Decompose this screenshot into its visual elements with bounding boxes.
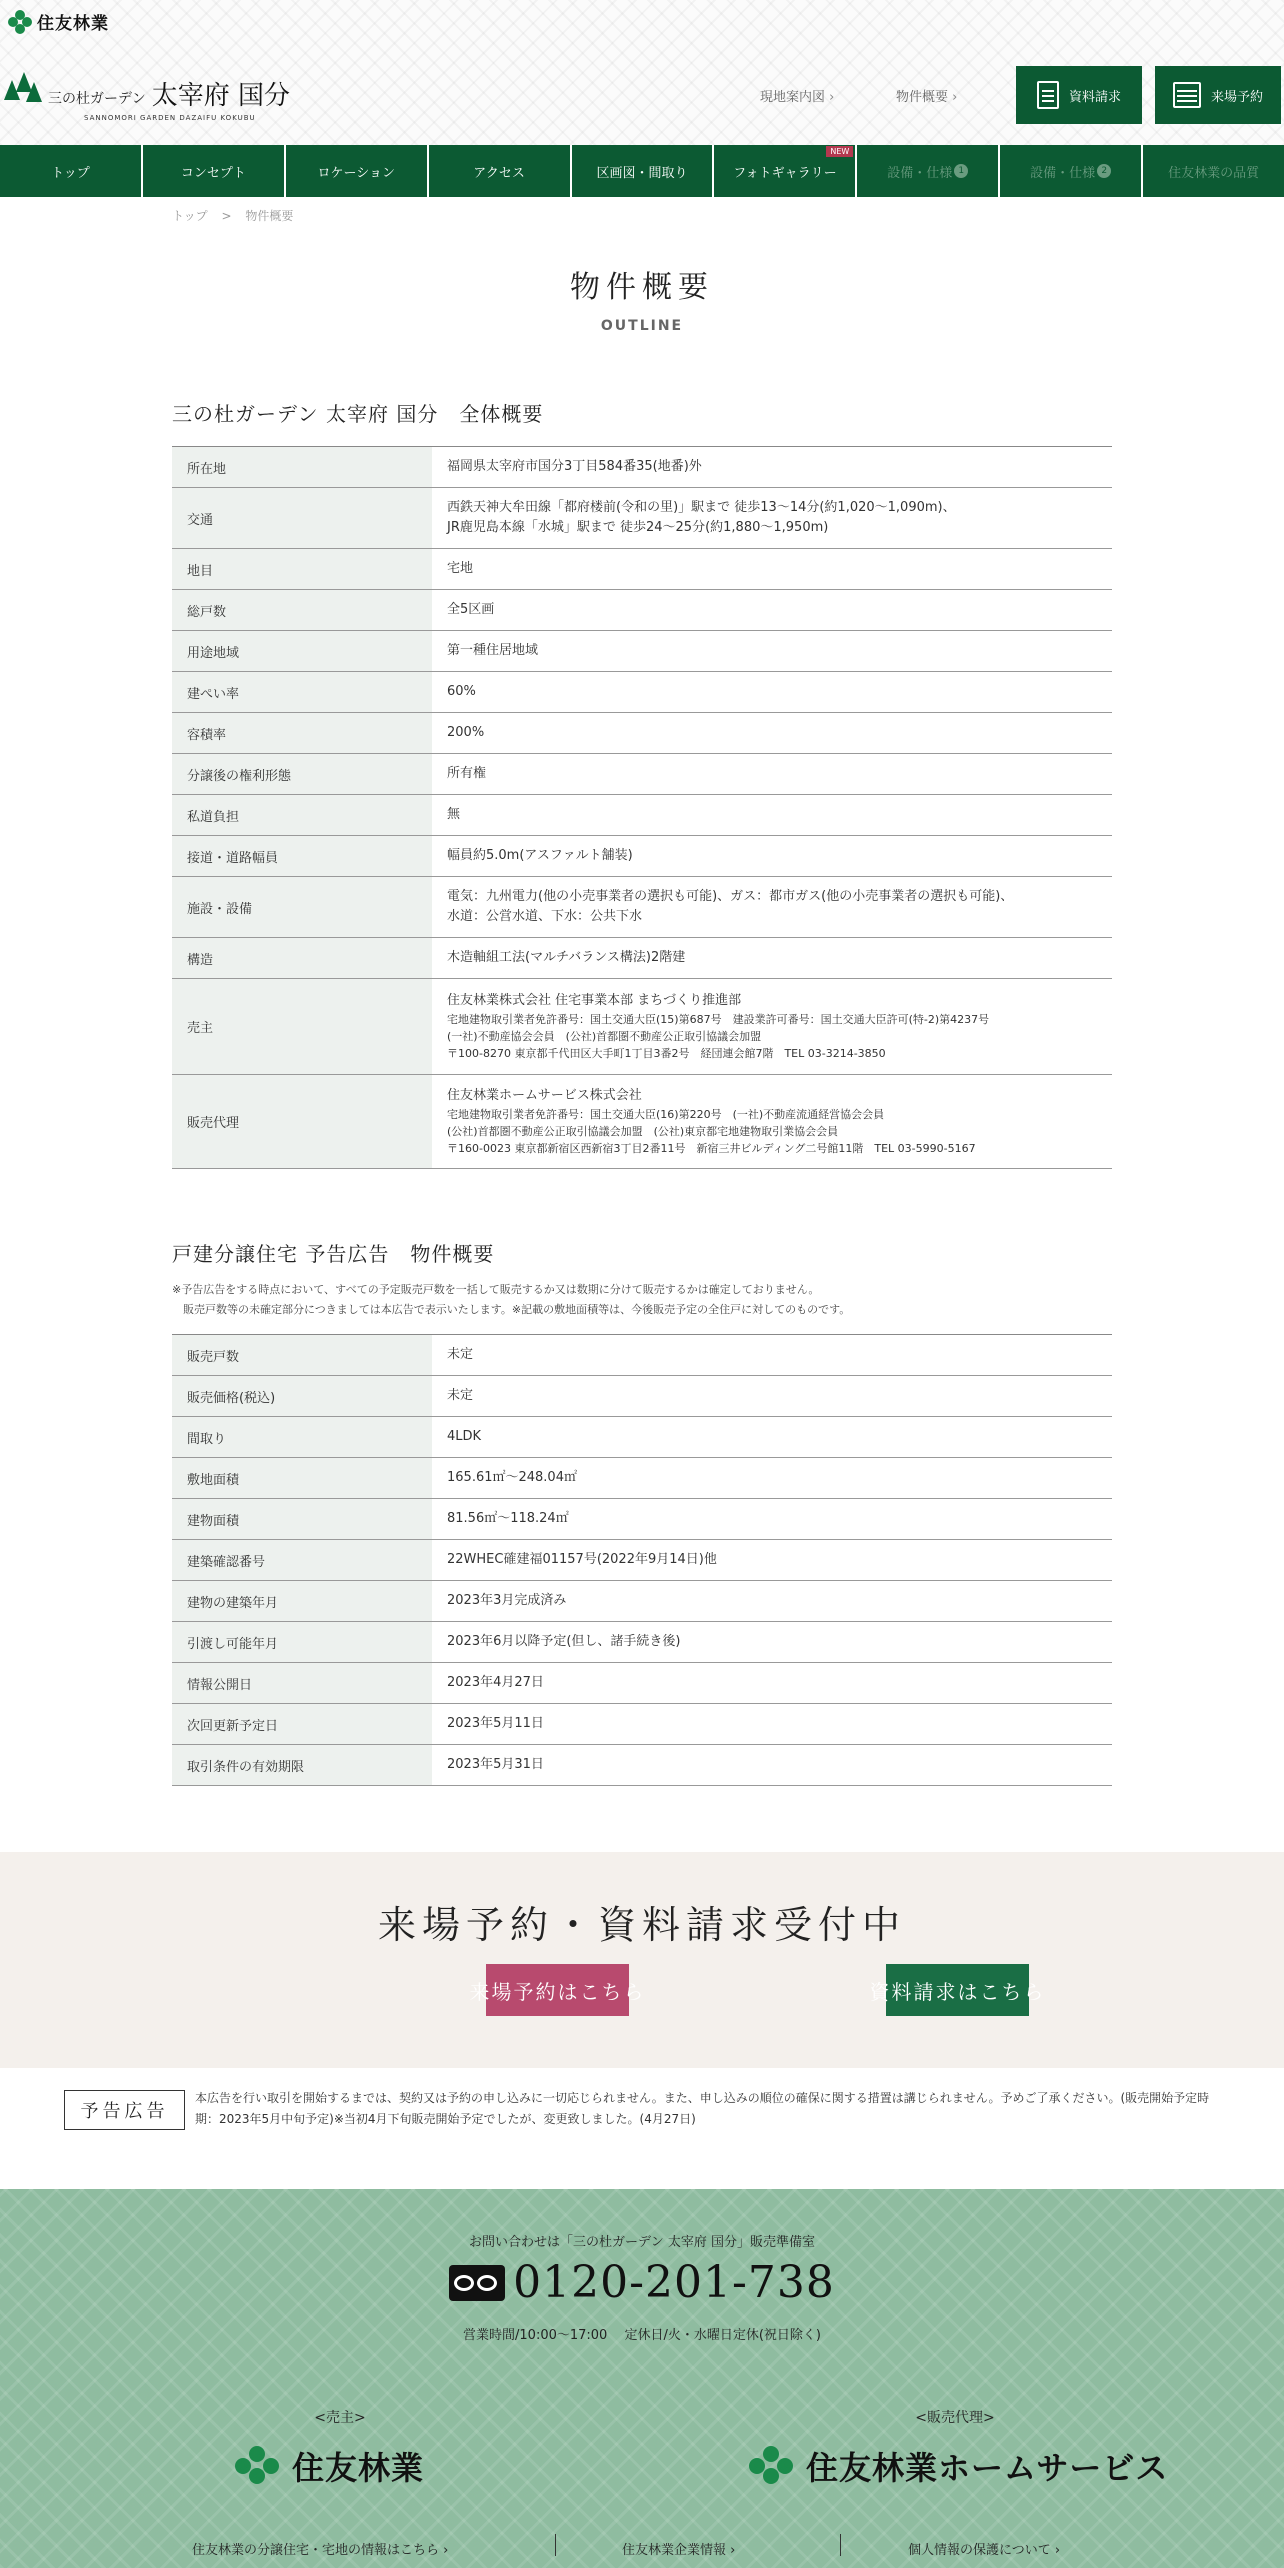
agent-name: 住友林業ホームサービス [806,2449,1169,2487]
row-value [432,447,1112,488]
nav-quality[interactable] [1143,145,1284,197]
nav-label: 設備・仕様 [1030,165,1096,181]
row-value [432,1663,1112,1704]
value-detail-line: (一社)不動産協会会員 (公社)首都圏不動産公正取引協議会加盟 [447,1030,762,1043]
table-row [172,488,1112,549]
request-button-label: 資料請求 [1068,89,1121,105]
row-label: 販売代理 [172,1075,432,1169]
row-label: 間取り [172,1417,432,1458]
nav-label: フォトギャラリー [733,165,837,181]
value-line: 2023年4月27日 [447,1675,544,1690]
table-row [172,1376,1112,1417]
value-line: 西鉄天神大牟田線「都府楼前(令和の里)」駅まで 徒歩13～14分(約1,020～1,090m)、 [447,500,956,515]
nav-access[interactable] [429,145,570,197]
row-label: 私道負担 [172,795,432,836]
row-value [432,979,1112,1075]
row-value [432,713,1112,754]
table-row [172,836,1112,877]
cta-section [0,1852,1284,2068]
row-value [432,1581,1112,1622]
document-icon [1037,81,1059,109]
calendar-icon [1173,82,1201,108]
row-value [432,1417,1112,1458]
visit-cta-label: 来場予約はこちら [469,1979,646,2004]
request-cta-label: 資料請求はこちら [869,1979,1046,2004]
visit-button[interactable] [1155,66,1281,124]
row-value [432,1622,1112,1663]
row-label: 次回更新予定日 [172,1704,432,1745]
site-logo[interactable] [4,70,290,122]
table-row [172,672,1112,713]
breadcrumb-current: 物件概要 [245,209,294,223]
row-label: 販売価格(税込) [172,1376,432,1417]
value-line: 第一種住居地域 [447,643,539,658]
row-label: 売主 [172,979,432,1075]
row-value [432,672,1112,713]
table-row [172,877,1112,938]
value-line: 宅地 [447,561,474,576]
page-title-jp: 物件概要 [570,270,714,305]
request-cta-button[interactable] [869,1964,1046,2016]
value-detail-line: (公社)首都圏不動産公正取引協議会加盟 (公社)東京都宅地建物取引業協会会員 [447,1125,839,1138]
table-row [172,1075,1112,1169]
row-value [432,795,1112,836]
value-line: 60% [447,684,476,699]
nav-num-badge: 2 [1097,164,1111,178]
nav-label: コンセプト [180,165,246,181]
value-line: 住友林業ホームサービス株式会社 [447,1088,642,1103]
value-detail-line: 〒100-8270 東京都千代田区大手町1丁目3番2号 経団連会館7階 TEL 03-3214-3850 [447,1047,886,1060]
row-label: 地目 [172,549,432,590]
table-row [172,938,1112,979]
nav-location[interactable] [286,145,427,197]
page-title-en: OUTLINE [600,318,684,334]
value-line: 所有権 [447,766,487,781]
value-line: 2023年6月以降予定(但し、諸手続き後) [447,1634,681,1649]
table-row [172,1417,1112,1458]
row-label: 建物面積 [172,1499,432,1540]
section1-title: 三の杜ガーデン 太宰府 国分 全体概要 [172,402,544,426]
seller-name: 住友林業 [292,2449,425,2487]
table-row [172,795,1112,836]
footer-link-corp[interactable]: 住友林業企業情報 › [622,2539,735,2558]
value-line: 165.61㎡～248.04㎡ [447,1470,577,1485]
row-value [432,1376,1112,1417]
section2-title: 戸建分譲住宅 予告広告 物件概要 [172,1242,495,1266]
request-button[interactable] [1016,66,1142,124]
global-nav [0,145,1284,197]
value-line: 未定 [447,1347,474,1362]
value-detail-line: 宅地建物取引業者免許番号：国土交通大臣(16)第220号 (一社)不動産流通経営協会会員 [447,1108,885,1121]
site-subtitle: 三の杜ガーデン [48,91,146,107]
value-line: 4LDK [447,1429,482,1444]
value-line: 住友林業株式会社 住宅事業本部 まちづくり推進部 [447,993,742,1008]
row-label: 販売戸数 [172,1335,432,1376]
table-row [172,1704,1112,1745]
value-line: 水道：公営水道、下水：公共下水 [447,909,643,924]
site-header [0,0,1284,145]
new-badge: NEW [826,146,853,157]
table-row [172,1499,1112,1540]
value-line: 2023年5月11日 [447,1716,544,1731]
nav-gallery[interactable] [714,145,855,197]
outline-link[interactable]: 物件概要 › [896,86,957,105]
business-hours: 営業時間/10:00～17:00 定休日/火・水曜日定休(祝日除く) [463,2328,821,2343]
row-label: 情報公開日 [172,1663,432,1704]
breadcrumb-sep: > [221,209,232,223]
section2-notes [172,1280,850,1320]
tel-block[interactable] [0,2257,1284,2308]
row-value [432,1704,1112,1745]
table-row [172,447,1112,488]
footer-divider [840,2534,841,2556]
row-label: 取引条件の有効期限 [172,1745,432,1786]
table-row [172,754,1112,795]
value-detail-line: 〒160-0023 東京都新宿区西新宿3丁目2番11号 新宿三井ビルディング二号館11階 TEL 03-5990-5167 [447,1142,976,1155]
table-row [172,1663,1112,1704]
row-label: 敷地面積 [172,1458,432,1499]
site-roman: SANNOMORI GARDEN DAZAIFU KOKUBU [84,114,256,122]
nav-spec-2[interactable] [1000,145,1141,197]
value-detail-line: 宅地建物取引業者免許番号：国土交通大臣(15)第687号 建設業許可番号：国土交通大臣許可(特-2)第4237号 [447,1013,990,1026]
row-label: 施設・設備 [172,877,432,938]
corp-logo[interactable] [8,9,109,34]
row-value [432,1745,1112,1786]
seller-label: <売主> [314,2410,366,2426]
note-line: 販売戸数等の未確定部分につきましては本広告で表示いたします。※記載の敷地面積等は、今後販売予定の全住戸に対してのものです。 [172,1303,851,1316]
value-line: 200% [447,725,485,740]
freedial-icon [449,2265,505,2301]
row-value [432,549,1112,590]
seller-logo[interactable] [232,2443,424,2489]
corp-name: 住友林業 [37,14,109,34]
row-value [432,1335,1112,1376]
nav-num-badge: 1 [954,164,968,178]
table-row [172,590,1112,631]
breadcrumb [172,207,293,224]
inquiry-text: お問い合わせは「三の杜ガーデン 太宰府 国分」販売準備室 [468,2235,815,2250]
row-label: 建物の建築年月 [172,1581,432,1622]
row-value [432,877,1112,938]
nav-label: ロケーション [317,165,395,181]
value-line: 全5区画 [447,602,495,617]
value-line: 2023年3月完成済み [447,1593,567,1608]
site-title: 太宰府 国分 [151,81,290,111]
row-value [432,754,1112,795]
table-row [172,979,1112,1075]
table-row [172,1335,1112,1376]
row-label: 総戸数 [172,590,432,631]
value-line: 福岡県太宰府市国分3丁目584番35(地番)外 [447,459,702,474]
visit-cta-button[interactable] [469,1964,646,2016]
row-label: 接道・道路幅員 [172,836,432,877]
nav-label: 区画図・間取り [596,165,688,181]
value-line: 電気：九州電力(他の小売事業者の選択も可能)、ガス：都市ガス(他の小売事業者の選択も可能)、 [447,889,1014,904]
row-value [432,488,1112,549]
ad-outline-table [172,1334,1112,1786]
table-row [172,549,1112,590]
ad-label: 予告広告 [64,2090,185,2130]
trees-icon [4,70,42,114]
breadcrumb-home[interactable]: トップ [172,209,208,223]
row-value [432,836,1112,877]
outline-table [172,446,1112,1169]
nav-spec-1[interactable] [857,145,998,197]
leaf-logo-icon [232,2446,282,2486]
row-label: 所在地 [172,447,432,488]
footer-divider [555,2534,556,2556]
table-row [172,1745,1112,1786]
row-label: 建ぺい率 [172,672,432,713]
agent-label: <販売代理> [915,2410,995,2426]
nav-label: トップ [51,165,90,181]
row-value [432,631,1112,672]
nav-label: 設備・仕様 [887,165,953,181]
table-row [172,1581,1112,1622]
value-line: 幅員約5.0m(アスファルト舗装) [447,848,633,863]
table-row [172,1540,1112,1581]
row-value [432,1458,1112,1499]
table-row [172,1458,1112,1499]
tel-number[interactable]: 0120-201-738 [513,2257,835,2308]
table-row [172,713,1112,754]
table-row [172,631,1112,672]
value-line: 無 [447,807,461,822]
row-label: 交通 [172,488,432,549]
visit-button-label: 来場予約 [1210,89,1263,105]
nav-top[interactable] [0,145,141,197]
map-link[interactable]: 現地案内図 › [760,86,834,105]
row-label: 容積率 [172,713,432,754]
leaf-logo-icon [746,2446,796,2486]
row-label: 建築確認番号 [172,1540,432,1581]
row-label: 引渡し可能年月 [172,1622,432,1663]
nav-label: 住友林業の品質 [1168,165,1260,181]
note-line: ※予告広告をする時点において、すべての予定販売戸数を一括して販売するか又は数期に分けて販売するかは確定しておりません。 [172,1283,820,1296]
row-value [432,938,1112,979]
page-title [0,262,1284,334]
row-label: 構造 [172,938,432,979]
footer-link-privacy[interactable]: 個人情報の保護について › [908,2539,1060,2558]
nav-label: アクセス [473,165,525,181]
table-row [172,1622,1112,1663]
ad-text: 本広告を行い取引を開始するまでは、契約又は予約の申し込みに一切応じられません。また、申し込みの順位の確保に関する措置は講じられません。予めご了承ください。(販売開始予定時期：2023年5月中旬予定)※当初4月下旬販売開始予定でしたが、変更致しました。(4月27日) [195,2091,1210,2126]
row-value [432,1540,1112,1581]
value-line: 2023年5月31日 [447,1757,544,1772]
cta-title: 来場予約・資料請求受付中 [377,1903,906,1947]
row-value [432,1499,1112,1540]
row-label: 分譲後の権利形態 [172,754,432,795]
nav-plan[interactable] [572,145,713,197]
value-line: 未定 [447,1388,474,1403]
value-line: 木造軸組工法(マルチバランス構法)2階建 [447,950,686,965]
agent-logo[interactable] [746,2443,1168,2489]
footer [0,2189,1284,2568]
footer-link-homes[interactable]: 住友林業の分譲住宅・宅地の情報はこちら › [192,2539,448,2558]
row-label: 用途地域 [172,631,432,672]
leaf-logo-icon [8,10,32,34]
value-line: 22WHEC確建福01157号(2022年9月14日)他 [447,1552,717,1567]
row-value [432,590,1112,631]
nav-concept[interactable] [143,145,284,197]
value-line: JR鹿児島本線「水城」駅まで 徒歩24～25分(約1,880～1,950m) [447,520,829,535]
row-value [432,1075,1112,1169]
value-line: 81.56㎡～118.24㎡ [447,1511,569,1526]
